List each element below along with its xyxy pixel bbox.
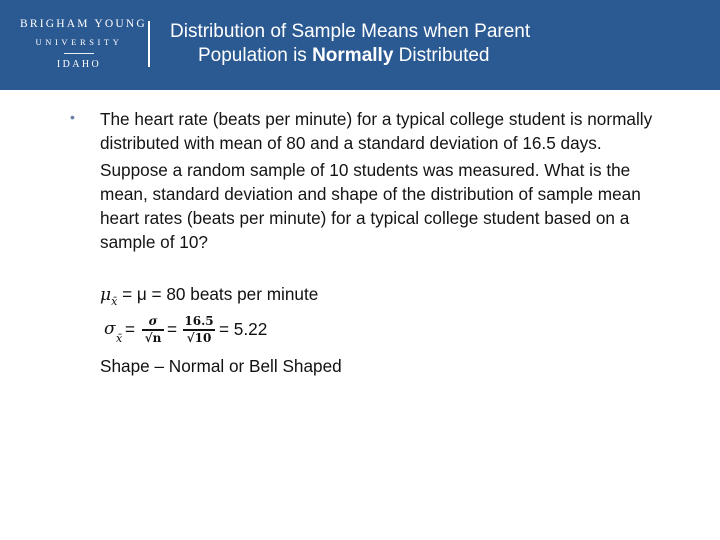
frac1-numerator: σ <box>148 314 158 328</box>
slide-header <box>0 0 720 90</box>
mean-formula-text: = μ = 80 beats per minute <box>122 284 319 304</box>
logo-rule <box>64 53 94 54</box>
value-fraction <box>183 315 215 345</box>
bullet-marker: • <box>70 109 75 125</box>
title-line-2-post: Distributed <box>393 45 490 66</box>
sd-result: = 5.22 <box>219 319 268 339</box>
logo-line-3: IDAHO <box>56 59 102 70</box>
frac2-denominator: √10 <box>186 330 212 345</box>
mean-formula <box>100 284 319 308</box>
frac1-denominator: √n <box>144 330 162 345</box>
shape-answer: Shape – Normal or Bell Shaped <box>100 356 342 376</box>
sigma-over-root-n <box>142 315 164 345</box>
logo-line-2: UNIVERSITY <box>35 36 123 47</box>
logo-line-1: BRIGHAM YOUNG <box>20 18 147 30</box>
title-line-2 <box>198 44 630 68</box>
mu-symbol: μ <box>100 285 112 305</box>
sigma-symbol: σ <box>104 319 116 339</box>
slide-title <box>160 20 630 68</box>
title-line-2-pre: Population is <box>198 45 313 66</box>
question-text: Suppose a random sample of 10 students was measured. What is the mean, standard deviation and shape of the distribution of sample mean heart rates (beats per minute) for a typical college student based on a sample of 10? <box>100 159 641 253</box>
sigma-subscript: x̄ <box>116 332 123 345</box>
sd-equals-1: = <box>125 319 136 339</box>
slide-body <box>100 107 660 255</box>
sd-equals-2: = <box>167 319 178 339</box>
header-divider <box>148 21 150 67</box>
title-line-1: Distribution of Sample Means when Parent <box>170 21 531 42</box>
title-emphasis: Normally <box>312 45 394 66</box>
university-logo <box>20 18 147 70</box>
sd-formula <box>100 312 360 356</box>
mu-subscript: x̄ <box>111 295 118 308</box>
frac2-numerator: 16.5 <box>184 314 214 328</box>
problem-statement: The heart rate (beats per minute) for a typical college student is normally distributed with mean of 80 and a standard deviation of 16.5 days. <box>100 109 653 154</box>
